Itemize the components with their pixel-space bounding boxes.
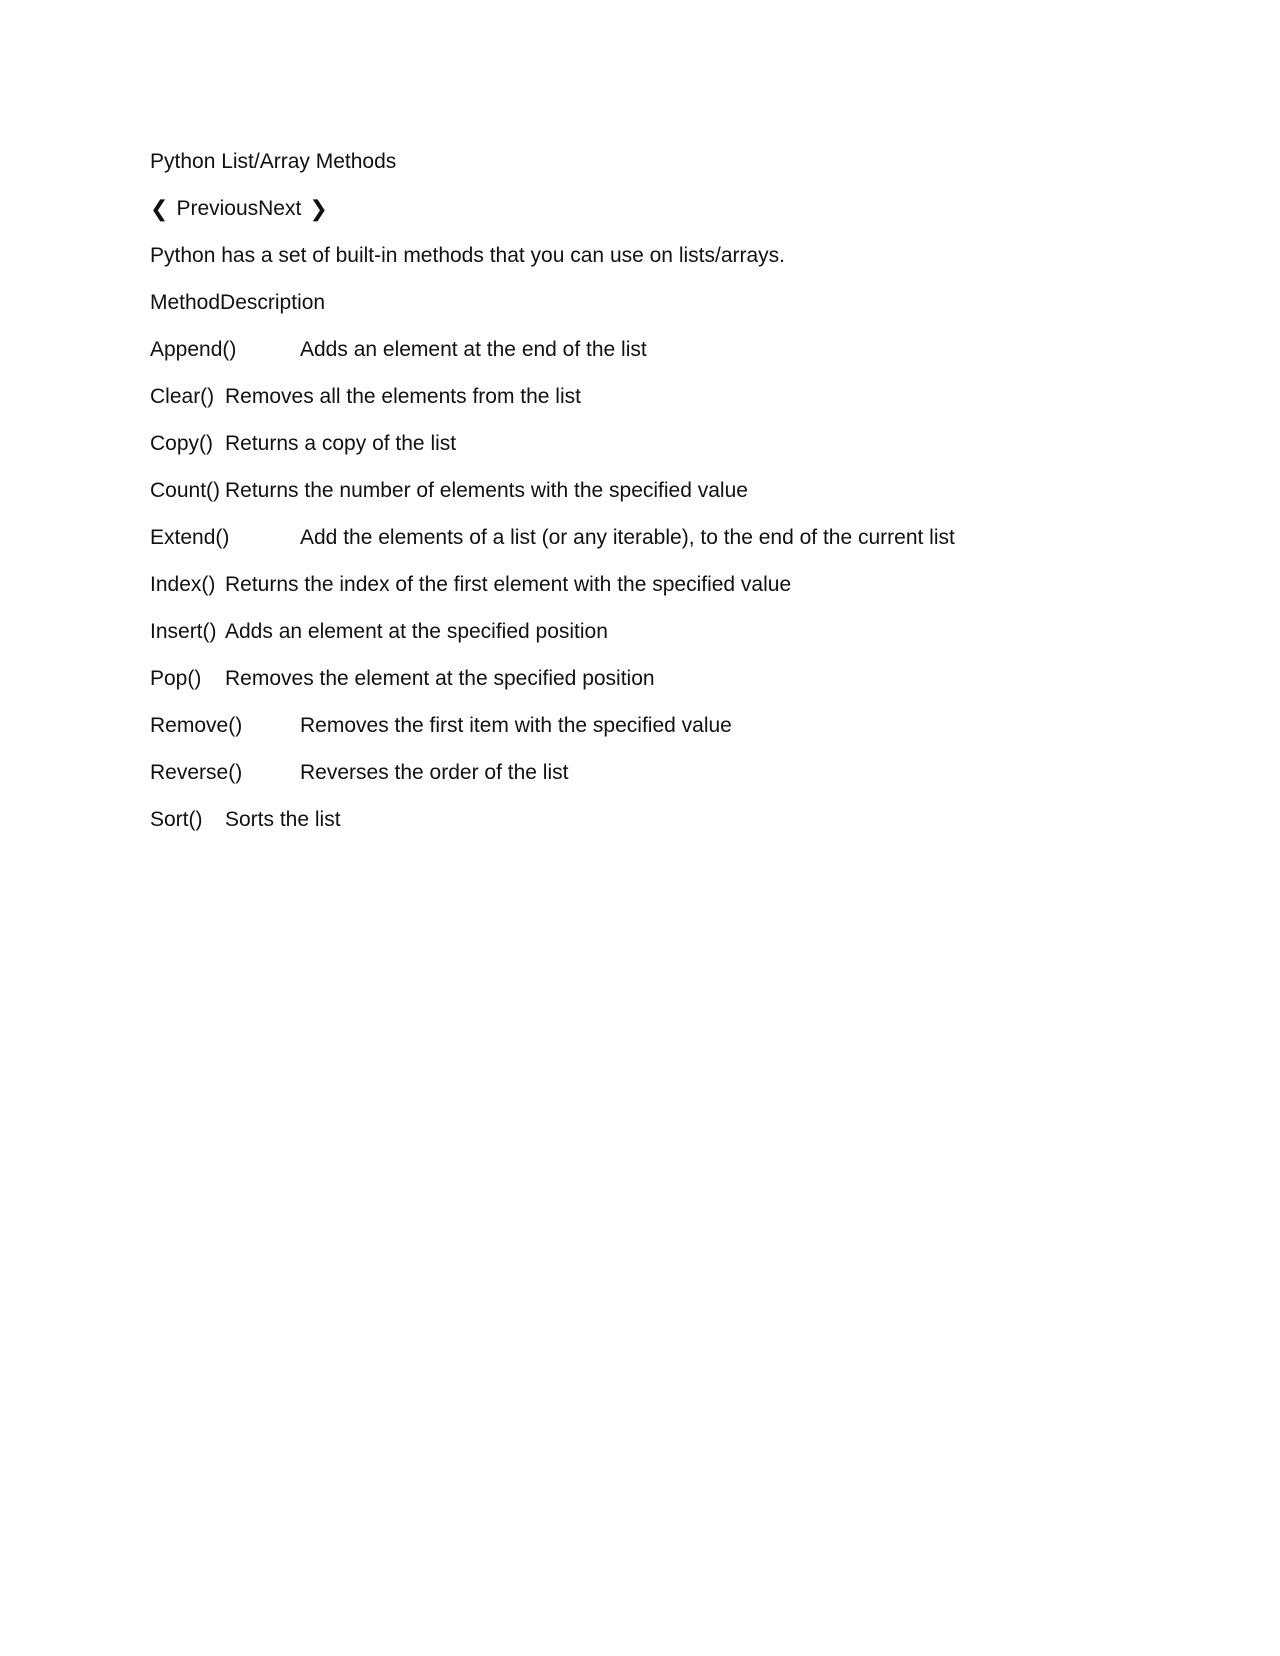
table-row (150, 806, 1150, 834)
method-name: Sort() (150, 808, 203, 831)
method-description: Returns a copy of the list (225, 432, 457, 455)
method-description: Removes all the elements from the list (225, 385, 581, 408)
method-name: Copy() (150, 432, 214, 455)
table-row (150, 383, 1150, 411)
method-name: Reverse() (150, 761, 243, 784)
document-page (150, 148, 1150, 853)
table-row (150, 430, 1150, 458)
method-description: Returns the index of the first element with the specified value (225, 573, 792, 596)
table-row (150, 712, 1150, 740)
method-name: Remove() (150, 714, 243, 737)
previous-link[interactable]: Previous (176, 197, 259, 220)
pagination-nav (150, 195, 1150, 223)
method-name: Extend() (150, 526, 230, 549)
method-description: Sorts the list (225, 808, 341, 831)
method-description: Removes the element at the specified position (225, 667, 655, 690)
method-description: Returns the number of elements with the specified value (225, 479, 748, 502)
table-row (150, 759, 1150, 787)
table-row (150, 571, 1150, 599)
method-name: Append() (150, 338, 237, 361)
table-row (150, 336, 1150, 364)
method-name: Clear() (150, 385, 215, 408)
method-name: Count() (150, 479, 221, 502)
method-description: Adds an element at the end of the list (300, 338, 647, 361)
next-link[interactable]: Next (258, 197, 302, 220)
table-row (150, 618, 1150, 646)
method-description: Adds an element at the specified position (225, 620, 608, 643)
header-method: Method (150, 291, 221, 314)
method-description: Removes the first item with the specified value (300, 714, 732, 737)
table-row (150, 477, 1150, 505)
header-description: Description (220, 291, 326, 314)
method-name: Pop() (150, 667, 202, 690)
intro-paragraph: Python has a set of built-in methods that you can use on lists/arrays. (150, 244, 786, 267)
table-header (150, 289, 1150, 317)
chevron-right-icon[interactable]: ❯ (309, 196, 328, 221)
chevron-left-icon[interactable]: ❮ (150, 196, 169, 221)
method-name: Insert() (150, 620, 217, 643)
table-row (150, 524, 1150, 552)
method-description: Reverses the order of the list (300, 761, 569, 784)
method-description: Add the elements of a list (or any iterable), to the end of the current list (300, 526, 955, 549)
table-row (150, 665, 1150, 693)
method-name: Index() (150, 573, 216, 596)
page-title: Python List/Array Methods (150, 150, 397, 173)
